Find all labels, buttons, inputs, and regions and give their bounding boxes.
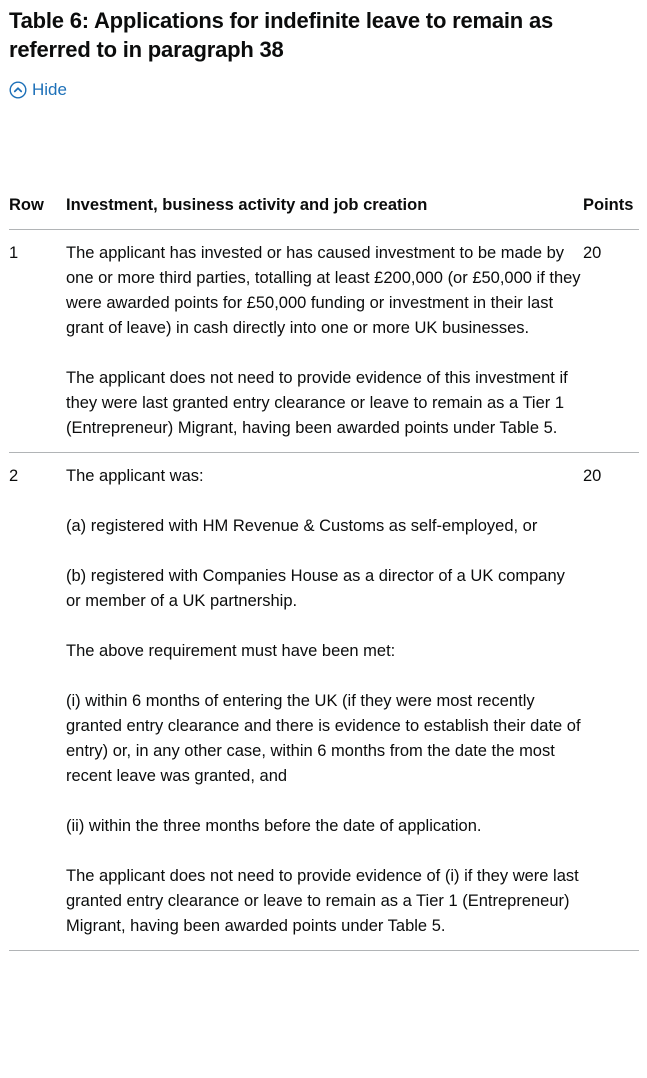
- row-paragraph: The applicant was:: [66, 467, 204, 485]
- row-paragraph: (i) within 6 months of entering the UK (if they were most recently granted entry clearance and there is evidence to establish their date of entry) or, in any other case, within 6 months from the date the most recent leave was granted, and: [66, 692, 581, 785]
- row-number: 2: [9, 453, 66, 951]
- header-criteria: Investment, business activity and job creation: [66, 193, 583, 230]
- row-paragraph: (b) registered with Companies House as a director of a UK company or member of a UK partnership.: [66, 567, 565, 610]
- row-description: [66, 453, 583, 951]
- row-paragraph: The applicant does not need to provide evidence of this investment if they were last granted entry clearance or leave to remain as a Tier 1 (Entrepreneur) Migrant, having been awarded points under Table 5.: [66, 369, 568, 437]
- table-row: [9, 230, 639, 453]
- table-title: Table 6: Applications for indefinite leave to remain as referred to in paragraph 38: [9, 8, 554, 62]
- hide-toggle-link[interactable]: [9, 79, 67, 101]
- row-points: 20: [583, 230, 639, 453]
- header-row: Row: [9, 193, 66, 230]
- row-paragraph: (a) registered with HM Revenue & Customs as self-employed, or: [66, 517, 538, 535]
- header-points: Points: [583, 193, 639, 230]
- row-description: [66, 230, 583, 453]
- chevron-up-circle-icon: [9, 81, 27, 99]
- row-paragraph: (ii) within the three months before the date of application.: [66, 817, 482, 835]
- table-row: [9, 453, 639, 951]
- hide-toggle-label: Hide: [32, 80, 67, 99]
- points-table: [9, 193, 639, 951]
- row-paragraph: The applicant has invested or has caused investment to be made by one or more third parties, totalling at least £200,000 (or £50,000 if they were awarded points for £50,000 funding or investment in their last grant of leave) in cash directly into one or more UK businesses.: [66, 244, 581, 337]
- table-header-row: [9, 193, 639, 230]
- row-points: 20: [583, 453, 639, 951]
- row-number: 1: [9, 230, 66, 453]
- row-paragraph: The applicant does not need to provide evidence of (i) if they were last granted entry clearance or leave to remain as a Tier 1 (Entrepreneur) Migrant, having been awarded points under Table 5.: [66, 867, 579, 935]
- row-paragraph: The above requirement must have been met:: [66, 642, 396, 660]
